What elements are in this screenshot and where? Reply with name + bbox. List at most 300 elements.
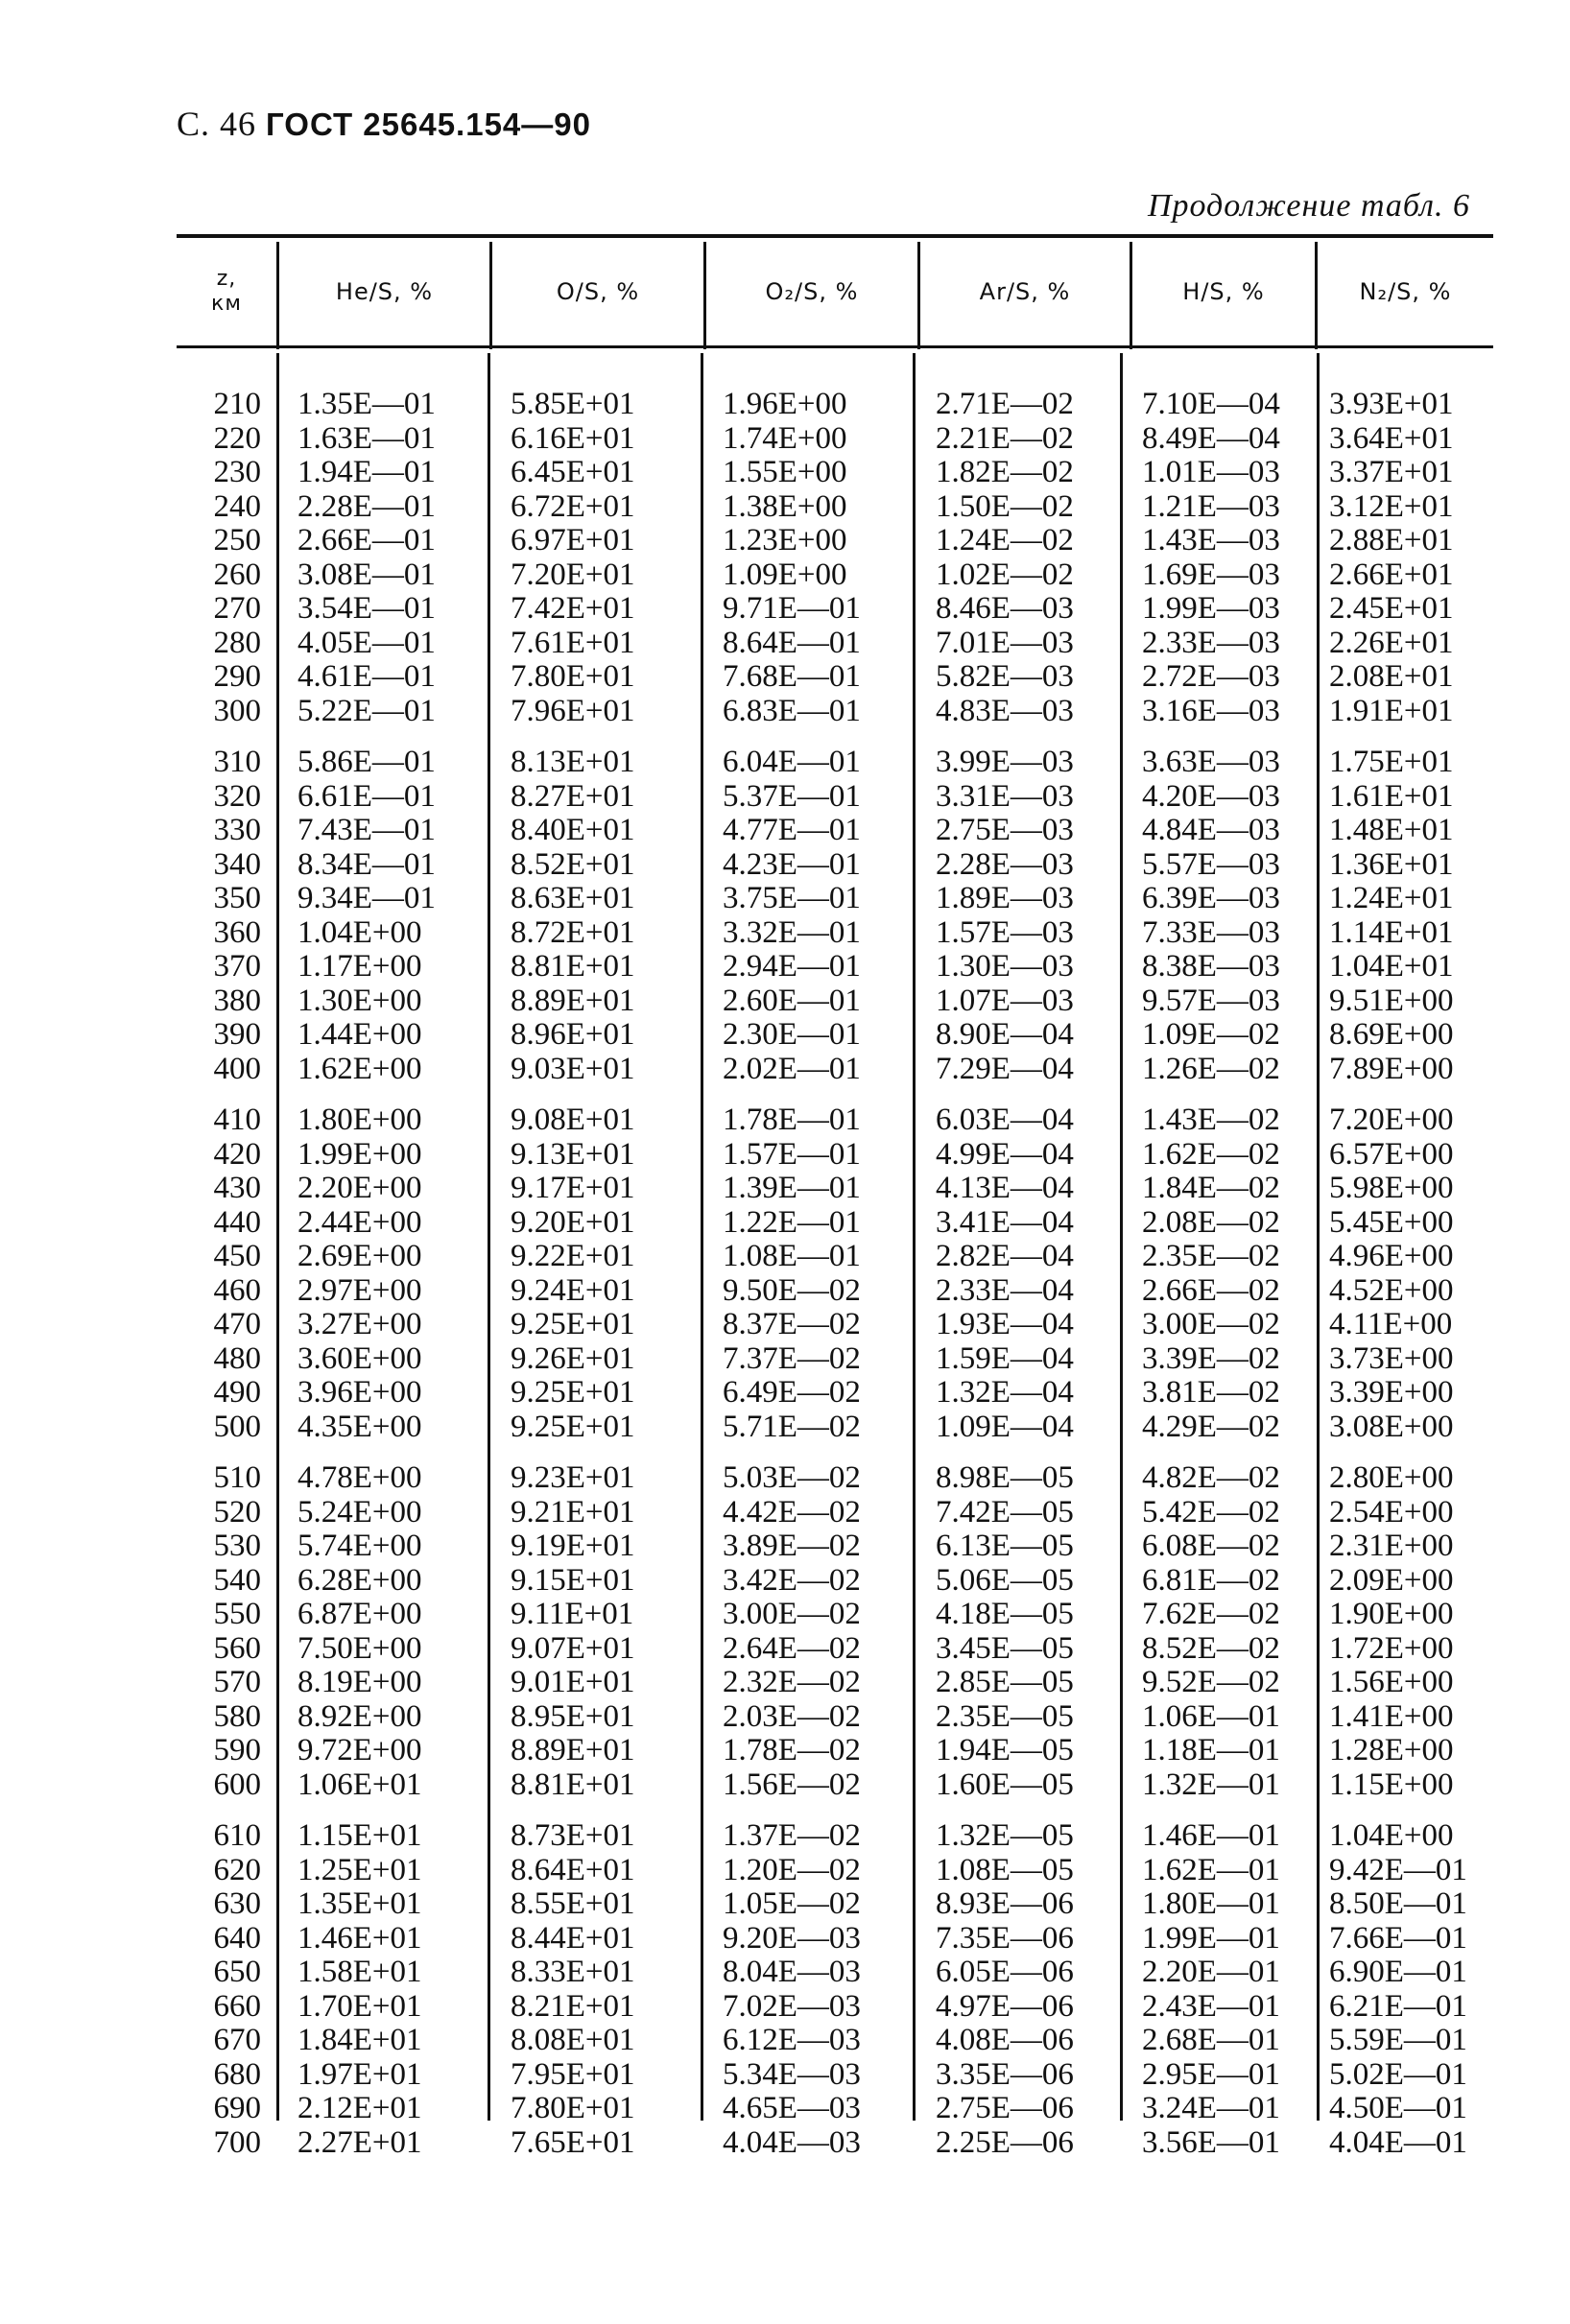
cell-h: 1.26E—02	[1142, 1051, 1280, 1086]
cell-ar: 8.46E—03	[936, 591, 1074, 626]
cell-he: 1.84E+01	[297, 2023, 422, 2057]
cell-n2: 1.04E+00	[1329, 1818, 1454, 1853]
cell-o: 8.27E+01	[511, 778, 635, 814]
page-number: С. 46	[177, 105, 257, 143]
cell-o: 9.21E+01	[511, 1494, 635, 1530]
cell-z: 240	[213, 488, 261, 524]
cell-ar: 1.32E—05	[936, 1818, 1074, 1853]
cell-o2: 9.71E—01	[723, 591, 861, 626]
cell-o2: 1.57E—01	[723, 1136, 861, 1172]
cell-z: 430	[213, 1171, 261, 1205]
cell-z: 350	[213, 881, 261, 915]
cell-z: 230	[213, 455, 261, 489]
cell-z: 280	[213, 625, 261, 660]
cell-h: 3.16E—03	[1142, 693, 1280, 728]
cell-o: 9.03E+01	[511, 1051, 635, 1086]
cell-z: 630	[213, 1886, 261, 1921]
cell-o: 8.33E+01	[511, 1955, 635, 1989]
cell-h: 1.46E—01	[1142, 1818, 1280, 1853]
cell-ar: 2.85E—05	[936, 1665, 1074, 1699]
cell-o: 9.25E+01	[511, 1375, 635, 1410]
cell-n2: 5.59E—01	[1329, 2023, 1467, 2057]
cell-ar: 4.13E—04	[936, 1171, 1074, 1205]
cell-o: 9.24E+01	[511, 1272, 635, 1308]
cell-h: 4.84E—03	[1142, 813, 1280, 847]
cell-o: 7.61E+01	[511, 625, 635, 660]
cell-he: 1.35E—01	[297, 387, 436, 421]
cell-z: 370	[213, 949, 261, 984]
cell-z: 380	[213, 983, 261, 1018]
cell-n2: 8.50E—01	[1329, 1886, 1467, 1921]
cell-n2: 1.56E+00	[1329, 1665, 1454, 1699]
cell-h: 5.42E—02	[1142, 1494, 1280, 1530]
cell-h: 3.00E—02	[1142, 1307, 1280, 1341]
cell-h: 6.81E—02	[1142, 1562, 1280, 1598]
cell-h: 2.66E—02	[1142, 1272, 1280, 1308]
cell-h: 2.08E—02	[1142, 1204, 1280, 1240]
cell-h: 2.43E—01	[1142, 1988, 1280, 2024]
cell-ar: 1.94E—05	[936, 1733, 1074, 1767]
cell-o2: 2.03E—02	[723, 1698, 861, 1734]
cell-z: 560	[213, 1630, 261, 1666]
cell-o: 8.89E+01	[511, 1733, 635, 1767]
cell-o: 8.81E+01	[511, 1767, 635, 1802]
cell-he: 1.25E+01	[297, 1852, 422, 1887]
column-divider	[701, 353, 703, 2121]
cell-o2: 3.00E—02	[723, 1597, 861, 1631]
cell-n2: 1.61E+01	[1329, 778, 1454, 814]
cell-h: 3.81E—02	[1142, 1375, 1280, 1410]
cell-o: 9.20E+01	[511, 1204, 635, 1240]
cell-z: 250	[213, 523, 261, 557]
cell-he: 1.80E+00	[297, 1103, 422, 1137]
cell-z: 400	[213, 1051, 261, 1086]
cell-ar: 2.33E—04	[936, 1272, 1074, 1308]
cell-o: 8.96E+01	[511, 1017, 635, 1052]
cell-h: 1.69E—03	[1142, 557, 1280, 592]
cell-n2: 1.28E+00	[1329, 1733, 1454, 1767]
cell-n2: 4.96E+00	[1329, 1239, 1454, 1273]
cell-z: 650	[213, 1955, 261, 1989]
cell-ar: 2.82E—04	[936, 1239, 1074, 1273]
cell-o2: 4.77E—01	[723, 813, 861, 847]
cell-z: 590	[213, 1733, 261, 1767]
cell-n2: 1.24E+01	[1329, 881, 1454, 915]
cell-z: 340	[213, 846, 261, 882]
cell-o2: 3.32E—01	[723, 914, 861, 950]
cell-ar: 4.18E—05	[936, 1597, 1074, 1631]
cell-he: 1.15E+01	[297, 1818, 422, 1853]
cell-h: 3.24E—01	[1142, 2091, 1280, 2125]
cell-he: 6.87E+00	[297, 1597, 422, 1631]
cell-he: 9.34E—01	[297, 881, 436, 915]
cell-he: 5.22E—01	[297, 693, 436, 728]
cell-z: 330	[213, 813, 261, 847]
cell-z: 680	[213, 2056, 261, 2092]
cell-n2: 2.80E+00	[1329, 1460, 1454, 1495]
cell-o: 9.01E+01	[511, 1665, 635, 1699]
cell-o: 7.42E+01	[511, 591, 635, 626]
cell-h: 2.68E—01	[1142, 2023, 1280, 2057]
cell-z: 390	[213, 1017, 261, 1052]
cell-n2: 1.72E+00	[1329, 1630, 1454, 1666]
cell-ar: 1.60E—05	[936, 1767, 1074, 1802]
cell-o: 6.97E+01	[511, 523, 635, 557]
cell-o: 8.21E+01	[511, 1988, 635, 2024]
cell-o: 7.95E+01	[511, 2056, 635, 2092]
header-z-unit: км	[211, 292, 242, 316]
cell-h: 4.20E—03	[1142, 778, 1280, 814]
cell-z: 440	[213, 1204, 261, 1240]
cell-o: 8.89E+01	[511, 983, 635, 1018]
cell-o2: 1.78E—01	[723, 1103, 861, 1137]
cell-o: 9.07E+01	[511, 1630, 635, 1666]
cell-he: 2.12E+01	[297, 2091, 422, 2125]
cell-ar: 3.99E—03	[936, 745, 1074, 779]
cell-o2: 1.37E—02	[723, 1818, 861, 1853]
cell-ar: 1.89E—03	[936, 881, 1074, 915]
cell-o2: 1.39E—01	[723, 1171, 861, 1205]
cell-n2: 2.08E+01	[1329, 659, 1454, 694]
cell-ar: 2.75E—03	[936, 813, 1074, 847]
cell-z: 690	[213, 2091, 261, 2125]
cell-n2: 9.42E—01	[1329, 1852, 1467, 1887]
cell-o: 8.40E+01	[511, 813, 635, 847]
cell-he: 1.44E+00	[297, 1017, 422, 1052]
cell-o2: 3.89E—02	[723, 1529, 861, 1563]
cell-o2: 2.02E—01	[723, 1051, 861, 1086]
cell-h: 8.52E—02	[1142, 1630, 1280, 1666]
cell-z: 410	[213, 1103, 261, 1137]
cell-h: 1.32E—01	[1142, 1767, 1280, 1802]
cell-n2: 7.20E+00	[1329, 1103, 1454, 1137]
cell-ar: 5.06E—05	[936, 1562, 1074, 1598]
cell-h: 6.08E—02	[1142, 1529, 1280, 1563]
cell-n2: 4.11E+00	[1329, 1307, 1453, 1341]
cell-ar: 1.30E—03	[936, 949, 1074, 984]
cell-h: 1.21E—03	[1142, 488, 1280, 524]
cell-n2: 1.14E+01	[1329, 914, 1454, 950]
cell-h: 2.95E—01	[1142, 2056, 1280, 2092]
cell-o: 5.85E+01	[511, 387, 635, 421]
cell-o: 8.55E+01	[511, 1886, 635, 1921]
header-z-label: z,	[216, 267, 237, 291]
cell-z: 310	[213, 745, 261, 779]
cell-z: 500	[213, 1409, 261, 1444]
cell-he: 1.06E+01	[297, 1767, 422, 1802]
cell-ar: 3.31E—03	[936, 778, 1074, 814]
cell-h: 1.80E—01	[1142, 1886, 1280, 1921]
cell-o: 9.11E+01	[511, 1597, 634, 1631]
cell-z: 550	[213, 1597, 261, 1631]
table-continuation-caption: Продолжение табл. 6	[1147, 188, 1470, 224]
cell-o2: 2.64E—02	[723, 1630, 861, 1666]
cell-n2: 3.37E+01	[1329, 455, 1454, 489]
cell-he: 3.08E—01	[297, 557, 436, 592]
cell-z: 460	[213, 1272, 261, 1308]
cell-n2: 3.73E+00	[1329, 1340, 1454, 1376]
cell-n2: 1.48E+01	[1329, 813, 1454, 847]
cell-n2: 1.15E+00	[1329, 1767, 1454, 1802]
cell-h: 1.18E—01	[1142, 1733, 1280, 1767]
cell-z: 300	[213, 693, 261, 728]
cell-z: 640	[213, 1920, 261, 1956]
cell-he: 3.60E+00	[297, 1340, 422, 1376]
cell-n2: 2.54E+00	[1329, 1494, 1454, 1530]
cell-h: 1.06E—01	[1142, 1698, 1280, 1734]
cell-o2: 3.42E—02	[723, 1562, 861, 1598]
cell-ar: 2.21E—02	[936, 420, 1074, 456]
cell-o: 8.95E+01	[511, 1698, 635, 1734]
cell-o2: 1.56E—02	[723, 1767, 861, 1802]
cell-he: 5.86E—01	[297, 745, 436, 779]
cell-z: 270	[213, 591, 261, 626]
cell-he: 1.35E+01	[297, 1886, 422, 1921]
cell-he: 6.28E+00	[297, 1562, 422, 1598]
cell-o: 7.96E+01	[511, 693, 635, 728]
cell-he: 8.34E—01	[297, 846, 436, 882]
cell-he: 6.61E—01	[297, 778, 436, 814]
cell-z: 260	[213, 557, 261, 592]
cell-o: 7.80E+01	[511, 2091, 635, 2125]
cell-ar: 7.35E—06	[936, 1920, 1074, 1956]
cell-o2: 5.71E—02	[723, 1409, 861, 1444]
cell-o: 8.64E+01	[511, 1852, 635, 1887]
cell-z: 670	[213, 2023, 261, 2057]
cell-h: 2.72E—03	[1142, 659, 1280, 694]
cell-h: 1.62E—02	[1142, 1136, 1280, 1172]
cell-ar: 2.71E—02	[936, 387, 1074, 421]
cell-n2: 4.52E+00	[1329, 1272, 1454, 1308]
cell-o2: 2.94E—01	[723, 949, 861, 984]
cell-ar: 2.75E—06	[936, 2091, 1074, 2125]
page-header	[177, 104, 591, 144]
cell-ar: 2.35E—05	[936, 1698, 1074, 1734]
cell-ar: 1.59E—04	[936, 1340, 1074, 1376]
cell-o2: 5.37E—01	[723, 778, 861, 814]
cell-z: 480	[213, 1340, 261, 1376]
cell-n2: 1.36E+01	[1329, 846, 1454, 882]
header-z	[177, 240, 276, 344]
cell-n2: 3.39E+00	[1329, 1375, 1454, 1410]
cell-ar: 1.82E—02	[936, 455, 1074, 489]
cell-h: 1.99E—01	[1142, 1920, 1280, 1956]
cell-z: 220	[213, 420, 261, 456]
cell-o2: 4.42E—02	[723, 1494, 861, 1530]
cell-o2: 6.83E—01	[723, 693, 861, 728]
cell-ar: 1.93E—04	[936, 1307, 1074, 1341]
header-n2: N₂/S, %	[1359, 278, 1452, 305]
cell-n2: 2.45E+01	[1329, 591, 1454, 626]
cell-n2: 2.09E+00	[1329, 1562, 1454, 1598]
column-divider	[913, 353, 916, 2121]
cell-o2: 7.02E—03	[723, 1988, 861, 2024]
cell-o: 8.73E+01	[511, 1818, 635, 1853]
cell-he: 1.70E+01	[297, 1988, 422, 2024]
cell-o2: 9.50E—02	[723, 1272, 861, 1308]
cell-o2: 1.20E—02	[723, 1852, 861, 1887]
cell-n2: 3.12E+01	[1329, 488, 1454, 524]
cell-he: 1.97E+01	[297, 2056, 422, 2092]
cell-o2: 1.55E+00	[723, 455, 847, 489]
cell-o: 6.45E+01	[511, 455, 635, 489]
cell-n2: 7.89E+00	[1329, 1051, 1454, 1086]
cell-o2: 4.04E—03	[723, 2124, 861, 2160]
cell-o2: 7.68E—01	[723, 659, 861, 694]
cell-n2: 6.90E—01	[1329, 1955, 1467, 1989]
cell-h: 3.56E—01	[1142, 2124, 1280, 2160]
cell-o2: 1.38E+00	[723, 488, 847, 524]
cell-o2: 1.22E—01	[723, 1204, 861, 1240]
cell-o: 8.72E+01	[511, 914, 635, 950]
cell-o2: 3.75E—01	[723, 881, 861, 915]
cell-n2: 1.91E+01	[1329, 693, 1454, 728]
cell-o2: 6.49E—02	[723, 1375, 861, 1410]
cell-z: 530	[213, 1529, 261, 1563]
cell-he: 2.69E+00	[297, 1239, 422, 1273]
cell-he: 2.27E+01	[297, 2124, 422, 2160]
cell-o2: 9.20E—03	[723, 1920, 861, 1956]
cell-ar: 1.08E—05	[936, 1852, 1074, 1887]
cell-h: 9.57E—03	[1142, 983, 1280, 1018]
cell-o2: 2.60E—01	[723, 983, 861, 1018]
cell-h: 5.57E—03	[1142, 846, 1280, 882]
cell-h: 2.35E—02	[1142, 1239, 1280, 1273]
cell-o: 8.08E+01	[511, 2023, 635, 2057]
cell-o2: 8.37E—02	[723, 1307, 861, 1341]
cell-o: 9.08E+01	[511, 1103, 635, 1137]
cell-o2: 2.32E—02	[723, 1665, 861, 1699]
cell-h: 6.39E—03	[1142, 881, 1280, 915]
cell-he: 1.58E+01	[297, 1955, 422, 1989]
cell-ar: 4.99E—04	[936, 1136, 1074, 1172]
cell-n2: 1.90E+00	[1329, 1597, 1454, 1631]
header-o: O/S, %	[556, 278, 640, 305]
cell-ar: 1.32E—04	[936, 1375, 1074, 1410]
cell-ar: 1.07E—03	[936, 983, 1074, 1018]
cell-h: 1.62E—01	[1142, 1852, 1280, 1887]
cell-n2: 2.66E+01	[1329, 557, 1454, 592]
cell-h: 1.43E—03	[1142, 523, 1280, 557]
cell-h: 1.99E—03	[1142, 591, 1280, 626]
cell-o2: 8.64E—01	[723, 625, 861, 660]
cell-n2: 4.04E—01	[1329, 2124, 1467, 2160]
cell-h: 3.39E—02	[1142, 1340, 1280, 1376]
cell-h: 7.10E—04	[1142, 387, 1280, 421]
cell-h: 4.82E—02	[1142, 1460, 1280, 1495]
cell-h: 3.63E—03	[1142, 745, 1280, 779]
cell-z: 700	[213, 2124, 261, 2160]
cell-o2: 1.05E—02	[723, 1886, 861, 1921]
cell-o2: 6.12E—03	[723, 2023, 861, 2057]
cell-he: 1.46E+01	[297, 1920, 422, 1956]
cell-o2: 1.74E+00	[723, 420, 847, 456]
cell-ar: 3.35E—06	[936, 2056, 1074, 2092]
cell-o: 9.22E+01	[511, 1239, 635, 1273]
cell-n2: 1.04E+01	[1329, 949, 1454, 984]
cell-z: 580	[213, 1698, 261, 1734]
cell-z: 660	[213, 1988, 261, 2024]
cell-ar: 4.97E—06	[936, 1988, 1074, 2024]
cell-o: 8.63E+01	[511, 881, 635, 915]
cell-he: 3.54E—01	[297, 591, 436, 626]
cell-o2: 1.23E+00	[723, 523, 847, 557]
cell-o: 9.17E+01	[511, 1171, 635, 1205]
cell-he: 1.30E+00	[297, 983, 422, 1018]
cell-ar: 8.90E—04	[936, 1017, 1074, 1052]
cell-o2: 5.03E—02	[723, 1460, 861, 1495]
cell-o: 8.44E+01	[511, 1920, 635, 1956]
cell-he: 2.20E+00	[297, 1171, 422, 1205]
cell-he: 8.19E+00	[297, 1665, 422, 1699]
cell-o: 6.72E+01	[511, 488, 635, 524]
cell-n2: 6.21E—01	[1329, 1988, 1467, 2024]
cell-ar: 1.02E—02	[936, 557, 1074, 592]
cell-ar: 4.08E—06	[936, 2023, 1074, 2057]
cell-o2: 1.78E—02	[723, 1733, 861, 1767]
cell-n2: 5.02E—01	[1329, 2056, 1467, 2092]
cell-o: 7.20E+01	[511, 557, 635, 592]
cell-he: 1.63E—01	[297, 420, 436, 456]
cell-ar: 7.29E—04	[936, 1051, 1074, 1086]
cell-h: 7.62E—02	[1142, 1597, 1280, 1631]
cell-n2: 6.57E+00	[1329, 1136, 1454, 1172]
cell-o2: 7.37E—02	[723, 1340, 861, 1376]
cell-he: 1.62E+00	[297, 1051, 422, 1086]
cell-ar: 7.42E—05	[936, 1494, 1074, 1530]
cell-he: 4.05E—01	[297, 625, 436, 660]
cell-o: 9.25E+01	[511, 1409, 635, 1444]
cell-ar: 8.93E—06	[936, 1886, 1074, 1921]
cell-ar: 1.09E—04	[936, 1409, 1074, 1444]
cell-ar: 1.50E—02	[936, 488, 1074, 524]
cell-z: 360	[213, 914, 261, 950]
cell-o2: 8.04E—03	[723, 1955, 861, 1989]
cell-he: 9.72E+00	[297, 1733, 422, 1767]
cell-ar: 4.83E—03	[936, 693, 1074, 728]
cell-z: 520	[213, 1494, 261, 1530]
cell-o: 8.13E+01	[511, 745, 635, 779]
cell-h: 4.29E—02	[1142, 1409, 1280, 1444]
cell-he: 3.96E+00	[297, 1375, 422, 1410]
cell-he: 1.17E+00	[297, 949, 422, 984]
cell-n2: 3.93E+01	[1329, 387, 1454, 421]
cell-he: 5.24E+00	[297, 1494, 422, 1530]
cell-ar: 7.01E—03	[936, 625, 1074, 660]
header-o2: O₂/S, %	[765, 278, 859, 305]
cell-o: 9.25E+01	[511, 1307, 635, 1341]
cell-h: 2.20E—01	[1142, 1955, 1280, 1989]
header-ar: Ar/S, %	[979, 278, 1071, 305]
cell-h: 9.52E—02	[1142, 1665, 1280, 1699]
cell-ar: 6.05E—06	[936, 1955, 1074, 1989]
cell-h: 1.09E—02	[1142, 1017, 1280, 1052]
cell-he: 1.04E+00	[297, 914, 422, 950]
cell-o: 9.13E+01	[511, 1136, 635, 1172]
cell-he: 2.44E+00	[297, 1204, 422, 1240]
cell-o: 9.19E+01	[511, 1529, 635, 1563]
header-he: Hе/S, %	[335, 278, 434, 305]
cell-ar: 5.82E—03	[936, 659, 1074, 694]
cell-o2: 4.65E—03	[723, 2091, 861, 2125]
cell-o2: 4.23E—01	[723, 846, 861, 882]
cell-o: 9.26E+01	[511, 1340, 635, 1376]
cell-o: 7.80E+01	[511, 659, 635, 694]
cell-ar: 6.03E—04	[936, 1103, 1074, 1137]
cell-ar: 1.57E—03	[936, 914, 1074, 950]
cell-z: 450	[213, 1239, 261, 1273]
cell-z: 320	[213, 778, 261, 814]
